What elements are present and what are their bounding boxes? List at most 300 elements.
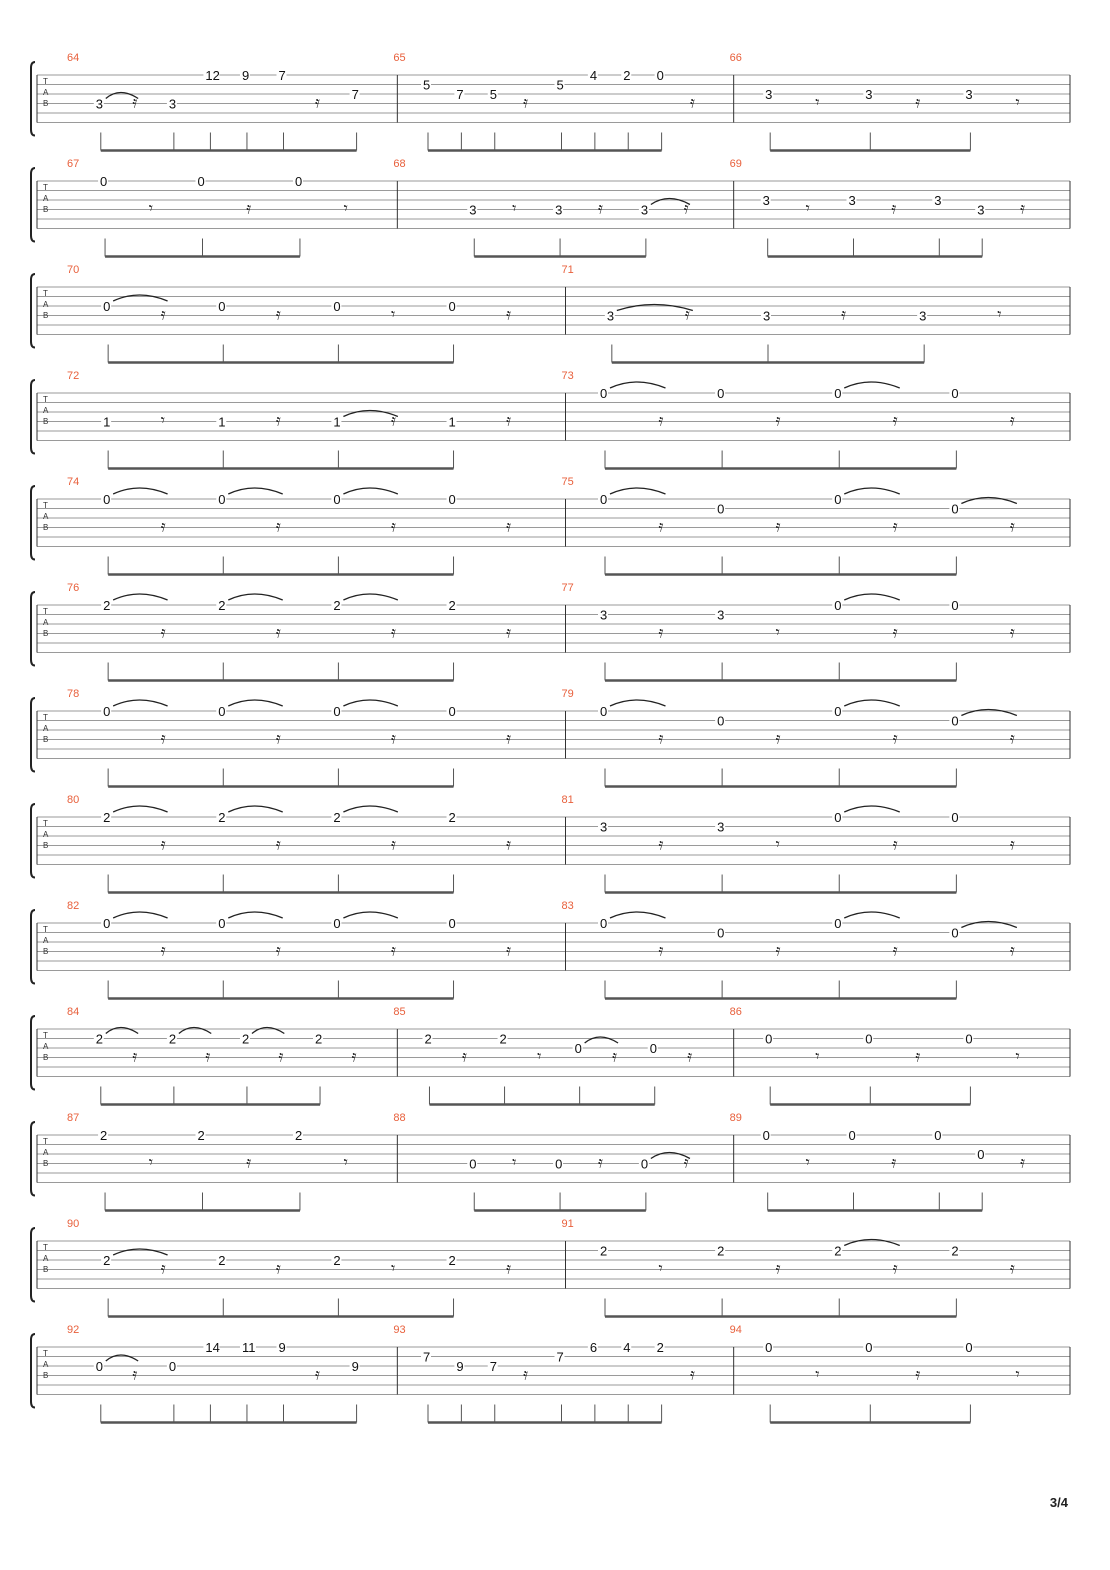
tie-arc xyxy=(844,382,899,388)
tab-clef-letter: T xyxy=(43,1349,48,1358)
rest-symbol: 𝄾 xyxy=(160,410,165,430)
rest-symbol: 𝄿 xyxy=(315,1364,320,1384)
rest-symbol: 𝄾 xyxy=(148,1152,154,1172)
rest-symbol: 𝄿 xyxy=(1009,940,1015,960)
fret-number: 5 xyxy=(556,77,564,93)
fret-number: 2 xyxy=(103,1253,111,1268)
tab-clef-letter: T xyxy=(43,607,48,616)
rest-symbol: 𝄿 xyxy=(1009,728,1015,748)
bar-number: 85 xyxy=(393,1006,406,1018)
fret-number: 1 xyxy=(103,414,111,430)
fret-number: 1 xyxy=(333,414,341,430)
rest-symbol: 𝄿 xyxy=(775,1258,781,1278)
rest-symbol: 𝄿 xyxy=(390,834,396,854)
tie-arc xyxy=(106,1355,138,1361)
fret-number: 0 xyxy=(168,1359,177,1374)
fret-number: 2 xyxy=(717,1243,725,1259)
fret-number: 0 xyxy=(218,492,226,507)
rest-symbol: 𝄾 xyxy=(658,1258,663,1278)
rest-symbol: 𝄿 xyxy=(275,622,281,642)
tie-arc xyxy=(610,382,665,388)
rest-symbol: 𝄿 xyxy=(1009,622,1015,642)
system-bracket xyxy=(31,1228,35,1302)
tie-arc xyxy=(844,806,899,812)
tie-arc xyxy=(343,594,397,600)
fret-number: 2 xyxy=(499,1031,507,1047)
system-bracket xyxy=(31,380,35,454)
rest-symbol: 𝄿 xyxy=(841,304,846,324)
rest-symbol: 𝄿 xyxy=(689,1364,695,1384)
rest-symbol: 𝄿 xyxy=(275,410,281,430)
fret-number: 0 xyxy=(95,1359,104,1374)
rest-symbol: 𝄿 xyxy=(132,1046,138,1066)
fret-number: 3 xyxy=(965,87,973,102)
fret-number: 2 xyxy=(333,1253,341,1268)
fret-number: 0 xyxy=(977,1147,985,1162)
rest-symbol: 𝄿 xyxy=(462,1046,467,1066)
rest-symbol: 𝄿 xyxy=(275,304,281,324)
fret-number: 3 xyxy=(977,202,985,218)
rest-symbol: 𝄿 xyxy=(892,410,898,430)
rest-symbol: 𝄿 xyxy=(506,304,511,324)
fret-number: 0 xyxy=(599,704,608,719)
fret-number: 0 xyxy=(834,386,842,401)
fret-number: 2 xyxy=(315,1031,323,1047)
system-bracket xyxy=(31,486,35,560)
rest-symbol: 𝄿 xyxy=(132,1364,138,1384)
bar-number: 82 xyxy=(67,900,80,912)
fret-number: 0 xyxy=(599,916,608,931)
fret-number: 3 xyxy=(606,308,615,324)
fret-number: 3 xyxy=(469,202,477,218)
fret-number: 0 xyxy=(103,916,111,931)
tab-clef-letter: A xyxy=(43,512,49,521)
rest-symbol: 𝄿 xyxy=(390,622,396,642)
tie-arc xyxy=(343,488,397,494)
bar-number: 77 xyxy=(561,582,574,594)
fret-number: 0 xyxy=(951,598,959,613)
fret-number: 0 xyxy=(717,925,725,941)
bar-number: 75 xyxy=(561,476,574,488)
bar-number: 73 xyxy=(561,370,574,382)
tab-clef-letter: A xyxy=(43,88,49,97)
rest-symbol: 𝄿 xyxy=(506,410,511,430)
bar-number: 91 xyxy=(561,1218,574,1230)
fret-number: 14 xyxy=(205,1340,220,1355)
rest-symbol: 𝄿 xyxy=(892,622,898,642)
tab-clef-letter: A xyxy=(43,1042,49,1051)
bar-number: 64 xyxy=(67,52,80,64)
fret-number: 0 xyxy=(717,713,725,729)
fret-number: 2 xyxy=(103,598,111,613)
rest-symbol: 𝄿 xyxy=(1009,410,1015,430)
fret-number: 2 xyxy=(218,598,226,613)
tab-clef-letter: T xyxy=(43,77,48,86)
rest-symbol: 𝄾 xyxy=(805,1152,810,1172)
rest-symbol: 𝄾 xyxy=(512,1152,517,1172)
bar-number: 92 xyxy=(67,1324,80,1336)
rest-symbol: 𝄿 xyxy=(506,834,511,854)
tie-arc xyxy=(343,411,397,417)
rest-symbol: 𝄿 xyxy=(506,622,511,642)
rest-symbol: 𝄿 xyxy=(205,1046,211,1066)
fret-number: 0 xyxy=(448,704,456,719)
fret-number: 0 xyxy=(103,704,111,719)
fret-number: 2 xyxy=(333,810,341,825)
fret-number: 0 xyxy=(765,1340,773,1355)
rest-symbol: 𝄿 xyxy=(597,1152,603,1172)
rest-symbol: 𝄿 xyxy=(275,834,281,854)
rest-symbol: 𝄿 xyxy=(658,834,664,854)
fret-number: 0 xyxy=(218,916,226,931)
fret-number: 3 xyxy=(555,202,563,218)
bar-number: 70 xyxy=(67,264,80,276)
rest-symbol: 𝄿 xyxy=(684,304,690,324)
rest-symbol: 𝄿 xyxy=(683,198,689,218)
rest-symbol: 𝄿 xyxy=(1020,1152,1026,1172)
rest-symbol: 𝄿 xyxy=(160,304,166,324)
tab-clef-letter: B xyxy=(43,1371,49,1380)
rest-symbol: 𝄿 xyxy=(506,940,511,960)
fret-number: 0 xyxy=(762,1128,770,1143)
rest-symbol: 𝄿 xyxy=(506,1258,511,1278)
fret-number: 0 xyxy=(333,916,341,931)
rest-symbol: 𝄿 xyxy=(278,1046,284,1066)
tie-arc xyxy=(961,498,1016,504)
system-bracket xyxy=(31,1016,35,1090)
tab-clef-letter: A xyxy=(43,194,49,203)
tab-clef-letter: T xyxy=(43,925,48,934)
fret-number: 0 xyxy=(934,1128,942,1143)
fret-number: 0 xyxy=(951,713,959,729)
fret-number: 0 xyxy=(469,1156,477,1172)
fret-number: 0 xyxy=(640,1156,649,1172)
system-bracket xyxy=(31,804,35,878)
rest-symbol: 𝄾 xyxy=(775,834,780,854)
tie-arc xyxy=(228,594,282,600)
rest-symbol: 𝄿 xyxy=(915,1364,921,1384)
fret-number: 5 xyxy=(489,87,497,102)
fret-number: 2 xyxy=(448,598,456,613)
fret-number: 0 xyxy=(333,299,341,314)
fret-number: 0 xyxy=(574,1041,582,1056)
fret-number: 2 xyxy=(197,1128,205,1143)
tab-clef-letter: B xyxy=(43,1159,49,1168)
bar-number: 71 xyxy=(561,264,574,276)
bar-number: 83 xyxy=(561,900,574,912)
bar-number: 84 xyxy=(67,1006,80,1018)
fret-number: 0 xyxy=(965,1340,973,1355)
tab-clef-letter: A xyxy=(43,300,49,309)
tie-arc xyxy=(610,700,665,706)
fret-number: 0 xyxy=(197,174,205,189)
rest-symbol: 𝄿 xyxy=(1009,1258,1015,1278)
fret-number: 0 xyxy=(100,174,108,189)
rest-symbol: 𝄿 xyxy=(132,92,138,112)
bar-number: 89 xyxy=(729,1112,742,1124)
fret-number: 3 xyxy=(765,87,773,102)
rest-symbol: 𝄾 xyxy=(815,1046,820,1066)
rest-symbol: 𝄾 xyxy=(1015,92,1020,112)
rest-symbol: 𝄿 xyxy=(390,728,396,748)
fret-number: 0 xyxy=(865,1340,873,1355)
fret-number: 2 xyxy=(448,810,456,825)
system-bracket xyxy=(31,168,35,242)
system-bracket xyxy=(31,592,35,666)
fret-number: 0 xyxy=(834,810,842,825)
rest-symbol: 𝄿 xyxy=(892,1258,898,1278)
fret-number: 0 xyxy=(834,704,842,719)
rest-symbol: 𝄿 xyxy=(892,834,898,854)
fret-number: 0 xyxy=(448,299,456,314)
bar-number: 81 xyxy=(561,794,574,806)
system-bracket xyxy=(31,910,35,984)
fret-number: 0 xyxy=(951,386,959,401)
rest-symbol: 𝄾 xyxy=(343,198,348,218)
system-bracket xyxy=(31,274,35,348)
rest-symbol: 𝄾 xyxy=(997,304,1002,324)
tab-clef-letter: A xyxy=(43,830,49,839)
fret-number: 0 xyxy=(103,299,111,314)
tie-arc xyxy=(113,700,167,706)
bar-number: 69 xyxy=(729,158,742,170)
tie-arc xyxy=(179,1028,211,1034)
bar-number: 94 xyxy=(729,1324,742,1336)
fret-number: 0 xyxy=(103,492,111,507)
fret-number: 2 xyxy=(100,1128,108,1143)
rest-symbol: 𝄾 xyxy=(390,304,396,324)
rest-symbol: 𝄾 xyxy=(775,622,780,642)
bar-number: 66 xyxy=(729,52,742,64)
bar-number: 65 xyxy=(393,52,406,64)
tie-arc xyxy=(961,710,1016,716)
bar-number: 74 xyxy=(67,476,80,488)
rest-symbol: 𝄿 xyxy=(892,728,898,748)
bar-number: 88 xyxy=(393,1112,406,1124)
rest-symbol: 𝄿 xyxy=(390,940,396,960)
tab-clef-letter: T xyxy=(43,501,48,510)
tie-arc xyxy=(113,1249,167,1255)
tab-clef-letter: B xyxy=(43,735,49,744)
tie-arc xyxy=(228,806,282,812)
rest-symbol: 𝄿 xyxy=(597,198,603,218)
tab-clef-letter: B xyxy=(43,1053,49,1062)
rest-symbol: 𝄿 xyxy=(390,516,396,536)
rest-symbol: 𝄿 xyxy=(915,92,921,112)
fret-number: 2 xyxy=(424,1031,432,1047)
system-bracket xyxy=(31,62,35,136)
fret-number: 2 xyxy=(218,810,226,825)
fret-number: 3 xyxy=(762,308,771,324)
fret-number: 9 xyxy=(278,1340,286,1355)
bar-number: 76 xyxy=(67,582,80,594)
fret-number: 3 xyxy=(599,819,608,835)
fret-number: 0 xyxy=(649,1041,657,1056)
fret-number: 0 xyxy=(834,916,842,931)
rest-symbol: 𝄿 xyxy=(658,410,664,430)
fret-number: 0 xyxy=(951,925,959,941)
fret-number: 2 xyxy=(218,1253,226,1268)
fret-number: 3 xyxy=(95,96,104,112)
fret-number: 2 xyxy=(294,1128,303,1143)
rest-symbol: 𝄿 xyxy=(915,1046,921,1066)
fret-number: 0 xyxy=(834,492,842,507)
tie-arc xyxy=(106,1028,138,1034)
rest-symbol: 𝄾 xyxy=(805,198,810,218)
fret-number: 0 xyxy=(965,1031,973,1047)
fret-number: 4 xyxy=(589,68,598,83)
fret-number: 7 xyxy=(489,1359,497,1374)
fret-number: 7 xyxy=(351,87,359,102)
rest-symbol: 𝄿 xyxy=(683,1152,689,1172)
tab-clef-letter: T xyxy=(43,1031,48,1040)
tie-arc xyxy=(844,488,899,494)
bar-number: 68 xyxy=(393,158,406,170)
tab-clef-letter: T xyxy=(43,395,48,404)
fret-number: 4 xyxy=(623,1340,631,1355)
tie-arc xyxy=(617,305,693,311)
tab-clef-letter: T xyxy=(43,1137,48,1146)
fret-number: 0 xyxy=(599,492,608,507)
fret-number: 0 xyxy=(834,598,842,613)
rest-symbol: 𝄿 xyxy=(775,940,781,960)
fret-number: 0 xyxy=(333,704,341,719)
fret-number: 0 xyxy=(448,492,456,507)
tie-arc xyxy=(961,922,1016,928)
fret-number: 12 xyxy=(205,68,220,83)
fret-number: 3 xyxy=(168,96,177,112)
tab-clef-letter: A xyxy=(43,406,49,415)
rest-symbol: 𝄿 xyxy=(1020,198,1026,218)
rest-symbol: 𝄿 xyxy=(1009,516,1015,536)
tab-clef-letter: A xyxy=(43,1148,49,1157)
rest-symbol: 𝄾 xyxy=(815,92,820,112)
rest-symbol: 𝄿 xyxy=(775,728,781,748)
rest-symbol: 𝄿 xyxy=(658,728,664,748)
fret-number: 3 xyxy=(599,607,608,623)
tie-arc xyxy=(113,295,167,301)
fret-number: 0 xyxy=(218,299,226,314)
tie-arc xyxy=(343,912,397,918)
rest-symbol: 𝄿 xyxy=(892,940,898,960)
fret-number: 5 xyxy=(423,77,431,93)
rest-symbol: 𝄾 xyxy=(537,1046,542,1066)
fret-number: 9 xyxy=(456,1359,464,1374)
bar-number: 78 xyxy=(67,688,80,700)
tab-clef-letter: B xyxy=(43,947,49,956)
fret-number: 0 xyxy=(555,1156,563,1172)
rest-symbol: 𝄾 xyxy=(815,1364,820,1384)
fret-number: 0 xyxy=(951,810,959,825)
fret-number: 3 xyxy=(762,193,770,208)
fret-number: 3 xyxy=(717,607,725,623)
bar-number: 93 xyxy=(393,1324,406,1336)
rest-symbol: 𝄿 xyxy=(506,516,511,536)
rest-symbol: 𝄿 xyxy=(775,516,781,536)
rest-symbol: 𝄿 xyxy=(160,516,166,536)
bar-number: 72 xyxy=(67,370,80,382)
tie-arc xyxy=(610,912,665,918)
rest-symbol: 𝄿 xyxy=(506,728,511,748)
rest-symbol: 𝄿 xyxy=(775,410,781,430)
fret-number: 2 xyxy=(103,810,111,825)
fret-number: 2 xyxy=(333,598,341,613)
rest-symbol: 𝄿 xyxy=(246,198,252,218)
fret-number: 2 xyxy=(951,1243,959,1259)
tie-arc xyxy=(228,488,282,494)
tab-clef-letter: A xyxy=(43,1360,49,1369)
tie-arc xyxy=(343,806,397,812)
rest-symbol: 𝄿 xyxy=(523,92,529,112)
fret-number: 0 xyxy=(848,1128,856,1143)
fret-number: 6 xyxy=(589,1340,598,1355)
fret-number: 2 xyxy=(599,1243,608,1259)
fret-number: 0 xyxy=(765,1031,773,1047)
fret-number: 2 xyxy=(168,1031,177,1047)
rest-symbol: 𝄿 xyxy=(658,940,664,960)
rest-symbol: 𝄿 xyxy=(351,1046,357,1066)
fret-number: 0 xyxy=(218,704,226,719)
fret-number: 0 xyxy=(656,68,664,83)
rest-symbol: 𝄿 xyxy=(891,198,897,218)
tie-arc xyxy=(844,1240,899,1246)
rest-symbol: 𝄿 xyxy=(160,622,166,642)
tab-clef-letter: A xyxy=(43,724,49,733)
page-number: 3/4 xyxy=(1049,1495,1068,1510)
rest-symbol: 𝄿 xyxy=(275,940,281,960)
tab-clef-letter: T xyxy=(43,713,48,722)
fret-number: 3 xyxy=(640,202,649,218)
rest-symbol: 𝄿 xyxy=(689,92,695,112)
fret-number: 0 xyxy=(717,386,725,401)
fret-number: 3 xyxy=(865,87,873,102)
bar-number: 79 xyxy=(561,688,574,700)
rest-symbol: 𝄿 xyxy=(160,728,166,748)
fret-number: 7 xyxy=(423,1349,431,1365)
fret-number: 3 xyxy=(717,819,725,835)
tie-arc xyxy=(844,912,899,918)
tab-clef-letter: B xyxy=(43,311,49,320)
system-bracket xyxy=(31,698,35,772)
rest-symbol: 𝄾 xyxy=(512,198,517,218)
tie-arc xyxy=(228,700,282,706)
fret-number: 2 xyxy=(834,1243,842,1259)
rest-symbol: 𝄿 xyxy=(160,834,166,854)
tab-clef-letter: A xyxy=(43,1254,49,1263)
rest-symbol: 𝄾 xyxy=(148,198,154,218)
rest-symbol: 𝄿 xyxy=(160,1258,166,1278)
rest-symbol: 𝄾 xyxy=(390,1258,396,1278)
tab-clef-letter: B xyxy=(43,1265,49,1274)
rest-symbol: 𝄿 xyxy=(275,728,281,748)
tab-clef-letter: T xyxy=(43,289,48,298)
rest-symbol: 𝄾 xyxy=(1015,1364,1020,1384)
fret-number: 2 xyxy=(448,1253,456,1268)
rest-symbol: 𝄿 xyxy=(390,410,396,430)
tab-clef-letter: B xyxy=(43,417,49,426)
rest-symbol: 𝄿 xyxy=(891,1152,897,1172)
tie-arc xyxy=(844,594,899,600)
fret-number: 7 xyxy=(278,68,286,83)
fret-number: 0 xyxy=(294,174,303,189)
rest-symbol: 𝄿 xyxy=(160,940,166,960)
bar-number: 87 xyxy=(67,1112,80,1124)
rest-symbol: 𝄾 xyxy=(343,1152,348,1172)
fret-number: 0 xyxy=(599,386,608,401)
rest-symbol: 𝄿 xyxy=(246,1152,252,1172)
tie-arc xyxy=(610,488,665,494)
tie-arc xyxy=(113,806,167,812)
